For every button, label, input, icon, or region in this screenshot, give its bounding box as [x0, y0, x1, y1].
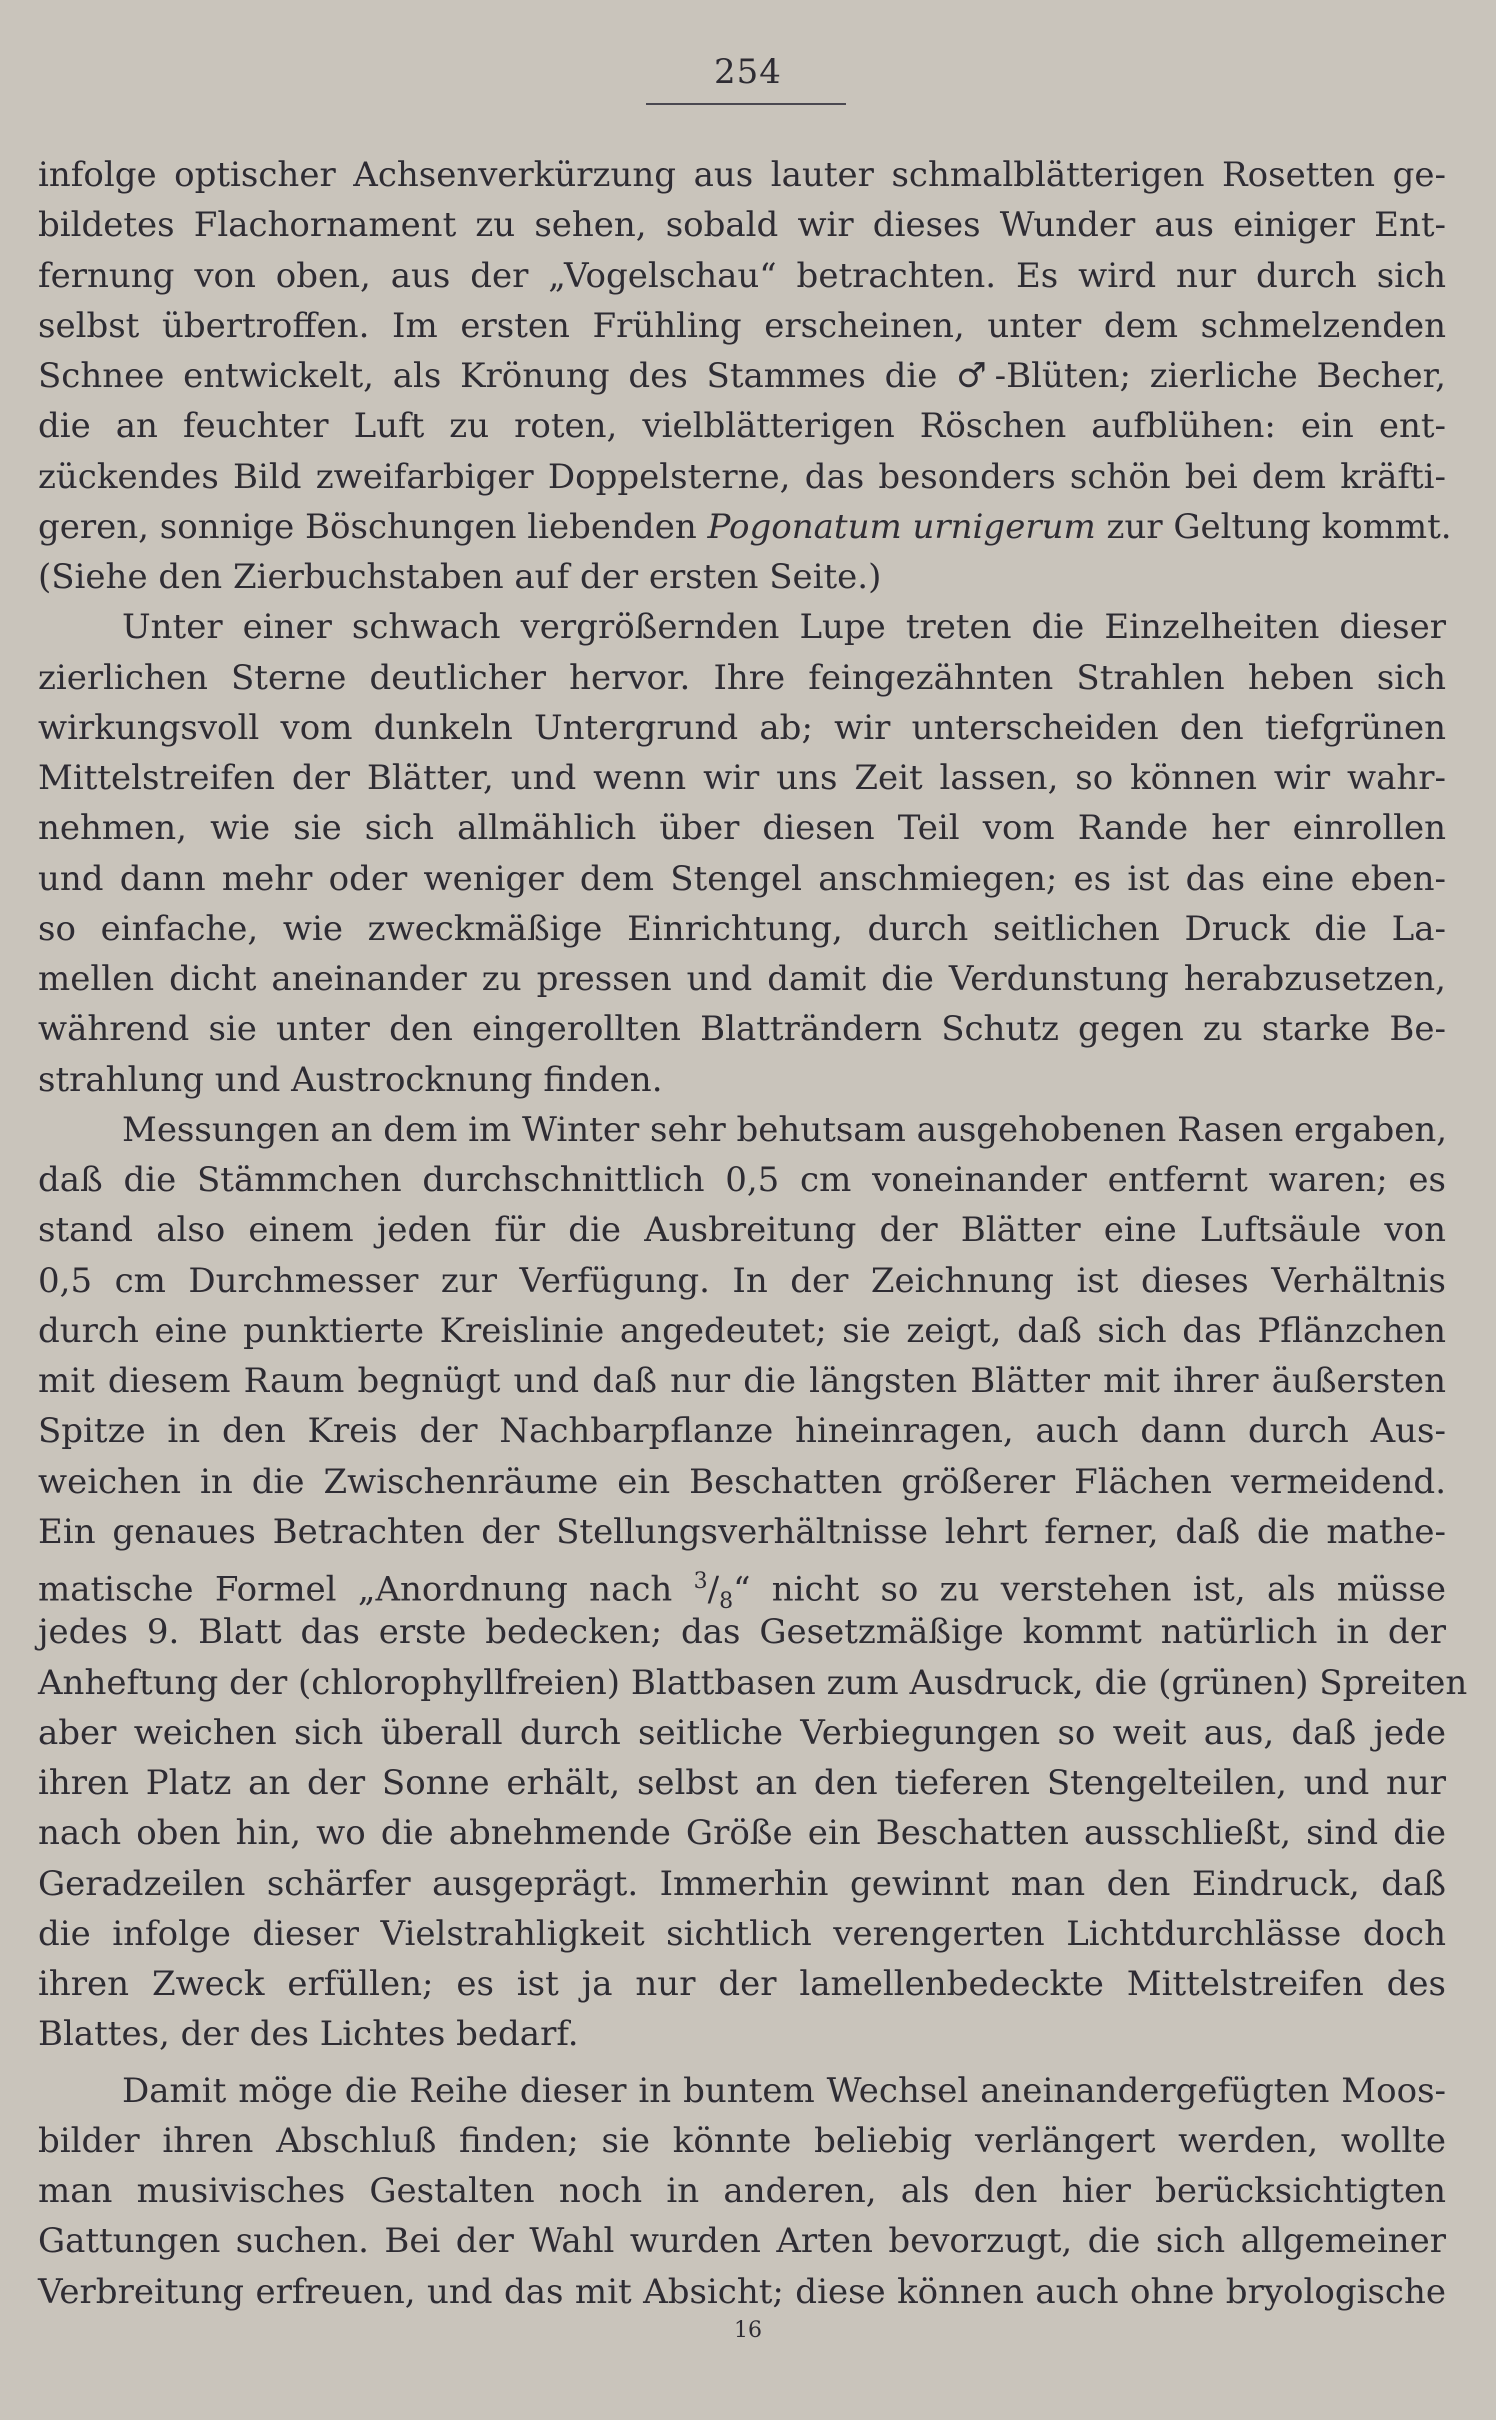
text-line: Mittelstreifen der Blätter, und wenn wir uns Zeit lassen, so können wir wahr- [38, 758, 1446, 798]
text-line-with-fraction: matische Formel „Anordnung nach $^3/_8“$ nicht so zu verstehen ist, als müsse [38, 1569, 1446, 1615]
text-line: zückendes Bild zweifarbiger Doppelsterne, das besonders schön bei dem kräfti- [38, 456, 1446, 497]
text-line: Unter einer schwach vergrößernden Lupe treten die Einzelheiten dieser [122, 607, 1446, 648]
text-line: ihren Platz an der Sonne erhält, selbst an den tieferen Stengelteilen, und nur [38, 1763, 1446, 1803]
text-line: bildetes Flachornament zu sehen, sobald wir dieses Wunder aus einiger Ent- [38, 205, 1446, 246]
text-line: Blattes, der des Lichtes bedarf. [38, 2014, 579, 2055]
text-fragment: matische Formel „Anordnung nach [38, 1569, 694, 1610]
signature-mark: 16 [734, 2318, 762, 2343]
text-line: weichen in die Zwischenräume ein Beschatten größerer Flächen vermeidend. [38, 1461, 1446, 1502]
text-line: mit diesem Raum begnügt und daß nur die längsten Blätter mit ihrer äußersten [38, 1361, 1446, 1401]
text-line: Spitze in den Kreis der Nachbarpflanze hineinragen, auch dann durch Aus- [38, 1411, 1446, 1452]
fraction-numerator: 3 [693, 1569, 708, 1594]
text-line: Damit möge die Reihe dieser in buntem Wechsel aneinandergefügten Moos- [122, 2070, 1446, 2111]
text-fragment: “ nicht so zu verstehen ist, als müsse [733, 1569, 1446, 1610]
page-number: 254 [714, 52, 782, 92]
text-line: und dann mehr oder weniger dem Stengel anschmiegen; es ist das eine eben- [38, 858, 1446, 899]
text-line: stand also einem jeden für die Ausbreitung der Blätter eine Luftsäule von [38, 1210, 1446, 1251]
text-line: Messungen an dem im Winter sehr behutsam ausgehobenen Rasen ergaben, [122, 1109, 1448, 1150]
text-line: Ein genaues Betrachten der Stellungsverhältnisse lehrt ferner, daß die mathe- [38, 1511, 1446, 1552]
text-line: nach oben hin, wo die abnehmende Größe ein Beschatten ausschließt, sind die [38, 1813, 1446, 1854]
text-line: Gattungen suchen. Bei der Wahl wurden Arten bevorzugt, die sich allgemeiner [38, 2221, 1446, 2262]
text-line: Schnee entwickelt, als Krönung des Stammes die ♂-Blüten; zierliche Becher, [38, 356, 1446, 396]
page-number-rule [646, 103, 846, 105]
fraction-denominator: 8 [719, 1589, 734, 1615]
text-line: jedes 9. Blatt das erste bedecken; das Gesetzmäßige kommt natürlich in der [38, 1612, 1446, 1653]
body-text [38, 150, 1468, 2317]
text-fragment: zur Geltung kommt. [1095, 506, 1452, 547]
text-line: die an feuchter Luft zu roten, vielblätterigen Röschen aufblühen: ein ent- [38, 406, 1446, 447]
text-line: selbst übertroffen. Im ersten Frühling erscheinen, unter dem schmelzenden [38, 305, 1446, 346]
species-name: Pogonatum urnigerum [707, 506, 1096, 547]
text-line: man musivisches Gestalten noch in anderen, als den hier berücksichtigten [38, 2171, 1446, 2211]
text-line: während sie unter den eingerollten Blatträndern Schutz gegen zu starke Be- [38, 1009, 1446, 1050]
text-fragment: geren, sonnige Böschungen liebenden [38, 506, 708, 547]
text-line-with-species-name [38, 502, 1452, 552]
text-line: wirkungsvoll vom dunkeln Untergrund ab; wir unterscheiden den tiefgrünen [38, 707, 1446, 748]
text-line: nehmen, wie sie sich allmählich über diesen Teil vom Rande her einrollen [38, 808, 1446, 849]
text-line: 0,5 cm Durchmesser zur Verfügung. In der Zeichnung ist dieses Verhältnis [38, 1260, 1446, 1301]
text-line: fernung von oben, aus der „Vogelschau“ betrachten. Es wird nur durch sich [38, 255, 1446, 296]
text-line: infolge optischer Achsenverkürzung aus lauter schmalblätterigen Rosetten ge- [38, 155, 1446, 195]
text-line: Verbreitung erfreuen, und das mit Absicht; diese können auch ohne bryologische [38, 2271, 1446, 2312]
text-line: bilder ihren Abschluß finden; sie könnte beliebig verlängert werden, wollte [38, 2120, 1446, 2161]
text-line: Geradzeilen schärfer ausgeprägt. Immerhin gewinnt man den Eindruck, daß [38, 1863, 1446, 1904]
text-line: (Siehe den Zierbuchstaben auf der ersten Seite.) [38, 557, 882, 597]
text-line: mellen dicht aneinander zu pressen und damit die Verdunstung herabzusetzen, [38, 959, 1446, 999]
text-line: strahlung und Austrocknung finden. [38, 1059, 663, 1100]
text-line: aber weichen sich überall durch seitliche Verbiegungen so weit aus, daß jede [38, 1712, 1446, 1753]
text-line: so einfache, wie zweckmäßige Einrichtung, durch seitlichen Druck die La- [38, 908, 1446, 949]
text-line: Anheftung der (chlorophyllfreien) Blattbasen zum Ausdruck, die (grünen) Spreiten [38, 1662, 1468, 1703]
text-line: ihren Zweck erfüllen; es ist ja nur der lamellenbedeckte Mittelstreifen des [38, 1964, 1446, 2004]
text-line: die infolge dieser Vielstrahligkeit sichtlich verengerten Lichtdurchlässe doch [38, 1913, 1446, 1954]
text-line: daß die Stämmchen durchschnittlich 0,5 cm voneinander entfernt waren; es [38, 1160, 1446, 1200]
text-line: durch eine punktierte Kreislinie angedeutet; sie zeigt, daß sich das Pflänzchen [38, 1310, 1446, 1351]
text-line: zierlichen Sterne deutlicher hervor. Ihre feingezähnten Strahlen heben sich [38, 657, 1446, 698]
